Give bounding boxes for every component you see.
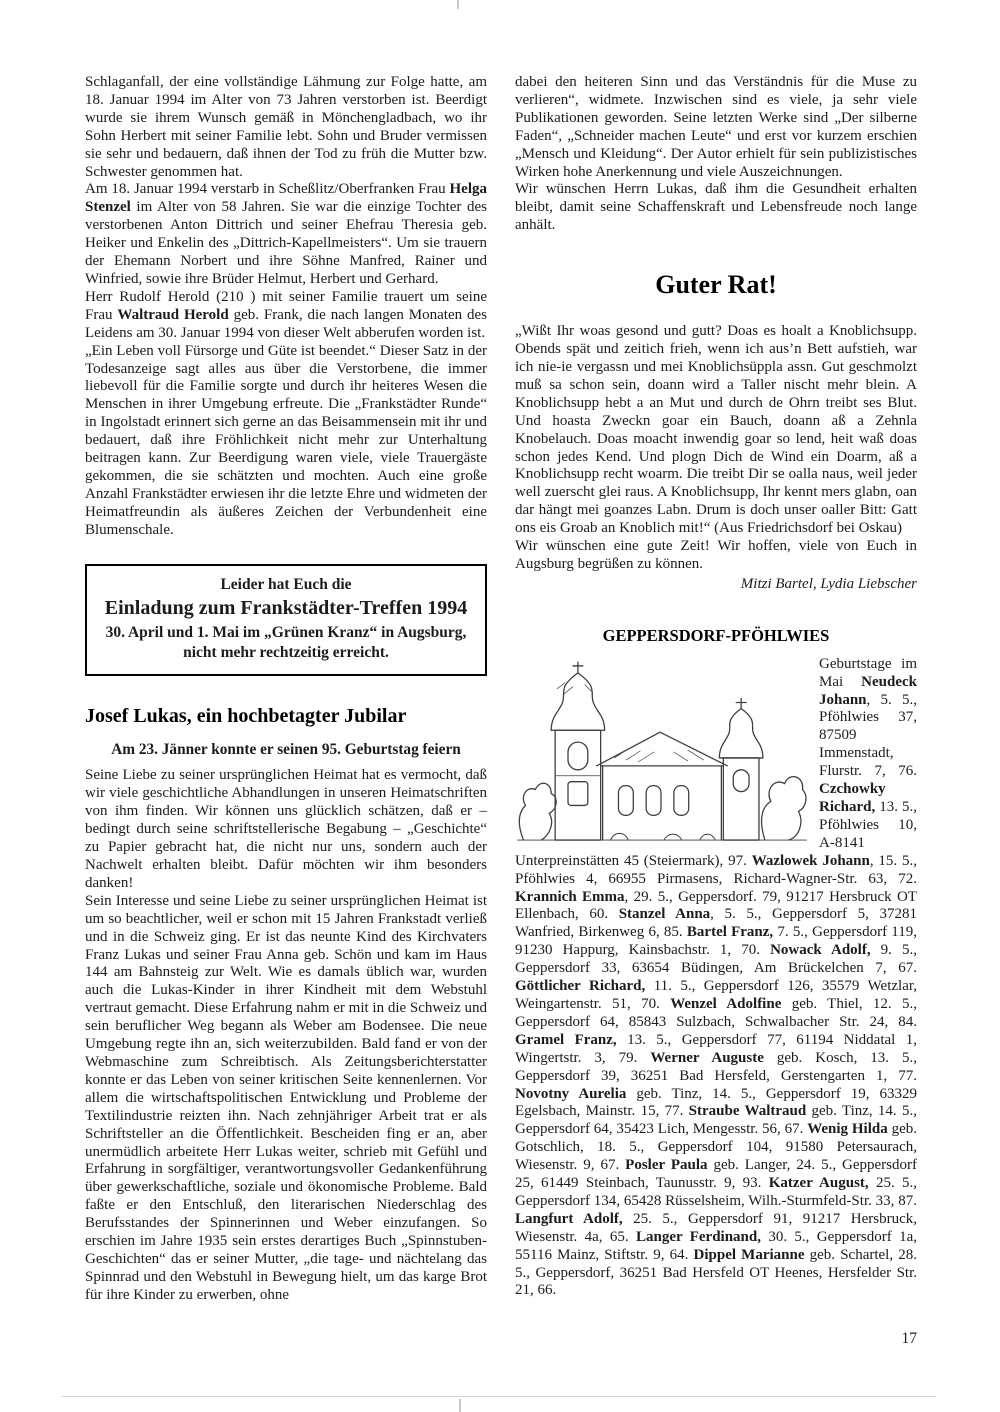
right-column bbox=[515, 74, 917, 1305]
guter-rat-title: Guter Rat! bbox=[655, 270, 777, 300]
obituary-paragraph: Schlaganfall, der eine vollständige Lähmung zur Folge hatte, am 18. Januar 1994 im Alter von 73 Jahren verstorben ist. Beerdigt wurde sie ihrem Wunsch gemäß in Mönchengladbach, wo ihr Sohn Herbert mit seiner Familie lebt. Sohn und Bruder vermissen sie sehr und bedauern, daß ihnen der Tod zu früh die Mutter bzw. Schwester genommen hat. bbox=[85, 74, 487, 180]
obituary-paragraph: Herr Rudolf Herold (210 ) mit seiner Familie trauert um seine Frau Waltraud Herold geb. Frank, die nach langen Monaten des Leidens am 30. Januar 1994 von dieser Welt abberufen worden ist. bbox=[85, 288, 488, 341]
scan-fold-mark-bottom bbox=[459, 1399, 461, 1412]
notice-title: Einladung zum Frankstädter-Treffen 1994 bbox=[104, 596, 468, 619]
notice-date-line: 30. April und 1. Mai im „Grünen Kranz“ in Augsburg, bbox=[105, 623, 467, 641]
left-column bbox=[85, 74, 487, 1305]
article-continuation-paragraph: Wir wünschen Herrn Lukas, daß ihm die Gesundheit erhalten bleibt, damit seine Schaffenskraft und Lebensfreude noch lange anhält. bbox=[515, 181, 917, 234]
two-column-layout bbox=[85, 74, 917, 1305]
invitation-notice-box bbox=[85, 564, 487, 676]
article-paragraph: Sein Interesse und seine Liebe zu seiner ursprünglichen Heimat ist um so beachtlicher, weil er schon mit 15 Jahren Frankstadt verließ und in die Schweiz ging. Er ist das neunte Kind des Kirchvaters Franz Lukas und seiner Frau Anna geb. Schön und kam im Haus 144 am Bahnsteig zur Welt. Wie es damals üblich war, wurden auch die Lukas-Kinder in ihrer Kindheit mit dem Webstuhl vertraut gemacht. Diese Erfahrung nahm er mit in die Schweiz und sein beruflicher Weg begann als Weber am Bodensee. Die neue Umgebung regte ihn an, sich weiterzubilden. Bald fand er von der Webmaschine zum Schreibtisch. Als Zeitungsberichterstatter konnte er das Leben von seiner kritischen Seite kennenlernen. Vor allem die wirtschaftspolitischen Entwicklung und Probleme der Textilindustrie reizten ihn. Nach zehnjähriger Arbeit trat er als Schriftsteller an die Öffentlichkeit. Bescheiden fing er an, aber unermüdlich arbeitete Herr Lukas weiter, schrieb mit Gefühl und Erfahrung in sorgfältiger, verantwortungsvoller Gedankenführung über gewerkschaftliche, soziale und ökonomische Probleme. Bald faßte er den Entschluß, den literarischen Niederschlag des Berufsstandes der Spinnerinnen und Weber einzufangen. So erschien im Jahre 1935 sein erstes derartiges Buch „Spinnstuben-Geschichten“ das er seiner Mutter, „die tage- und nächtelang das Spinnrad und den Webstuhl in Bewegung hielt, um das karge Brot für ihre Kinder zu erwerben, ohne bbox=[85, 892, 487, 1303]
birthday-list: Geburtstage im Mai Neudeck Johann, 5. 5., Pföhlwies 37, 87509 Immenstadt, Flurstr. 7, 76. Czchowky Richard, 13. 5., Pföhlwies 10, A-8141 Unterpreinstätten 45 (Steiermark), 97. Wazlowek Johann, 15. 5., Pföhlwies 4, 66955 Pirmasens, Richard-Wagner-Str. 63, 72. Krannich Emma, 29. 5., Geppersdorf. 79, 91217 Hersbruck OT Ellenbach, 60. Stanzel Anna, 5. 5., Geppersdorf 5, 37281 Wanfried, Birkenweg 6, 85. Bartel Franz, 7. 5., Geppersdorf 119, 91230 Happurg, Kainsbachstr. 1, 70. Nowack Adolf, 9. 5., Geppersdorf 33, 63654 Büdingen, Am Brückelchen 7, 67. Göttlicher Richard, 11. 5., Geppersdorf 126, 35579 Wetzlar, Weingartenstr. 51, 70. Wenzel Adolfine geb. Thiel, 12. 5., Geppersdorf 64, 85843 Sulzbach, Schwalbacher Str. 24, 84. Gramel Franz, 13. 5., Geppersdorf 77, 61194 Niddatal 1, Wingertstr. 3, 79. Werner Auguste geb. Kosch, 13. 5., Geppersdorf 39, 36251 Bad Hersfeld, Gerstengarten 1, 77. Novotny Aurelia geb. Tinz, 14. 5., Geppersdorf 19, 63329 Egelsbach, Mainstr. 15, 77. Straube Waltraud geb. Tinz, 14. 5., Geppersdorf 64, 35423 Lich, Mengesstr. 56, 67. Wenig Hilda geb. Gotschlich, 18. 5., Geppersdorf 104, 91580 Petersaurach, Wiesenstr. 9, 67. Posler Paula geb. Langer, 24. 5., Geppersdorf 25, 61449 Steinbach, Taunusstr. 9, 93. Katzer August, 25. 5., Geppersdorf 134, 65428 Rüsselsheim, Wilh.-Sturmfeld-Str. 33, 87. Langfurt Adolf, 25. 5., Geppersdorf 91, 91217 Hersbruck, Wiesenstr. 4a, 65. Langer Ferdinand, 30. 5., Geppersdorf 1a, 55116 Mainz, Stiftstr. 9, 64. Dippel Marianne geb. Schartel, 28. 5., Geppersdorf, 36251 Bad Hersfeld OT Heenes, Hersfelder Str. 21, 66. bbox=[515, 655, 918, 1299]
notice-closing-line: nicht mehr rechtzeitig erreicht. bbox=[183, 643, 389, 661]
article-subtitle: Am 23. Jänner konnte er seinen 95. Geburtstag feiern bbox=[111, 740, 461, 758]
author-signature: Mitzi Bartel, Lydia Liebscher bbox=[740, 575, 917, 592]
section-title-geppersdorf: GEPPERSDORF-PFÖHLWIES bbox=[602, 625, 830, 645]
scan-fold-mark-top bbox=[457, 0, 459, 9]
article-title: Josef Lukas, ein hochbetagter Jubilar bbox=[85, 704, 407, 727]
geppersdorf-birthday-section bbox=[515, 656, 917, 1301]
closing-paragraph: Wir wünschen eine gute Zeit! Wir hoffen, viele von Euch in Augsburg begrüßen zu können. bbox=[515, 538, 917, 572]
obituary-paragraph: Am 18. Januar 1994 verstarb in Scheßlitz/Oberfranken Frau Helga Stenzel im Alter von 58 Jahren. Sie war die einzige Tochter des verstorbenen Anton Dittrich und seiner Ehefrau Theresia geb. Heiker und Enkelin des „Dittrich-Kapellmeisters“. Um sie trauern der Ehemann Norbert und ihre Söhne Manfred, Rainer und Winfried, sowie ihre Brüder Helmut, Herbert und Gerhard. bbox=[85, 181, 487, 287]
page-number: 17 bbox=[901, 1330, 917, 1347]
article-continuation-paragraph: dabei den heiteren Sinn und das Verständnis für die Muse zu verlieren“, widmete. Inzwischen sind es viele, ja sehr viele Publikationen geworden. Seine letzten Werke sind „Der silberne Faden“, „Schneider machen Leute“ und erst vor kurzem erschien „Mensch und Kleidung“. Der Autor erhielt für sein publizistisches Wirken hohe Anerkennung und viele Auszeichnungen. bbox=[515, 74, 917, 180]
church-illustration-svg bbox=[515, 659, 809, 845]
dialect-paragraph: „Wißt Ihr woas gesond und gutt? Doas es hoalt a Knoblichsupp. Obends spät und zeitich frieh, wenn ich aus’n Bett aufstieh, war ich nie-ie vergassn und mei Knoblichsüppla assn. Gut geschmolzt muß sa schon sein, doann wird a Taller nischt mehr blein. A Knoblichsupp hebt a an Mut und durch de Ohrn treibt ses Blut. Und hoasta Zweckn goar ein Bauch, doann aß a Zehnla Knobelauch. Doas moacht inwendig goar so lend, heit waß doas schon jedes Kend. Und plogn Dich de Wind ein Doarm, aß a Knoblichsupp recht woarm. Die treibt Dir se oalla naus, weil jeder well zuerscht glei raus. A Knoblichsupp, Ihr kennt mers glabn, oan dar hängt mei goanzes Labn. Drum is doch unser oaller Bitt: Gatt ons eis Groab an Knoblich mit!“ (Aus Friedrichsdorf bei Oskau) bbox=[515, 323, 917, 537]
scan-artifact-line bbox=[62, 1396, 936, 1397]
notice-intro-line: Leider hat Euch die bbox=[220, 575, 352, 593]
article-paragraph: Seine Liebe zu seiner ursprünglichen Heimat hat es vermocht, daß wir viele geschichtliche Abhandlungen in unseren Heimatschriften von ihm finden. Wir können uns glücklich schätzen, daß er – bedingt durch seine schriftstellerische Begabung – „Geschichte“ zu Papier gebracht hat, die nicht nur uns, sondern auch der Nachwelt erhalten bleibt. Dafür möchten wir ihm besonders danken! bbox=[85, 767, 487, 891]
obituary-paragraph: „Ein Leben voll Fürsorge und Güte ist beendet.“ Dieser Satz in der Todesanzeige sagt alles aus über die Verstorbene, die immer liebevoll für die Familie sorgte und durch ihr heiteres Wesen die Menschen in ihrer Umgebung erfreute. Die „Frankstädter Runde“ in Ingolstadt erinnert sich gerne an das Beisammensein mit ihr und bedauert, daß ihre Fröhlichkeit nicht mehr zur Unterhaltung beitragen kann. Zur Beerdigung waren viele, viele Trauergäste gekommen, die sie schätzten und mochten. Auch eine große Anzahl Frankstädter erwiesen ihr die letzte Ehre und widmeten der Heimatfreundin als äußeres Zeichen der Verbundenheit eine Blumenschale. bbox=[85, 342, 487, 538]
church-illustration bbox=[515, 659, 809, 851]
